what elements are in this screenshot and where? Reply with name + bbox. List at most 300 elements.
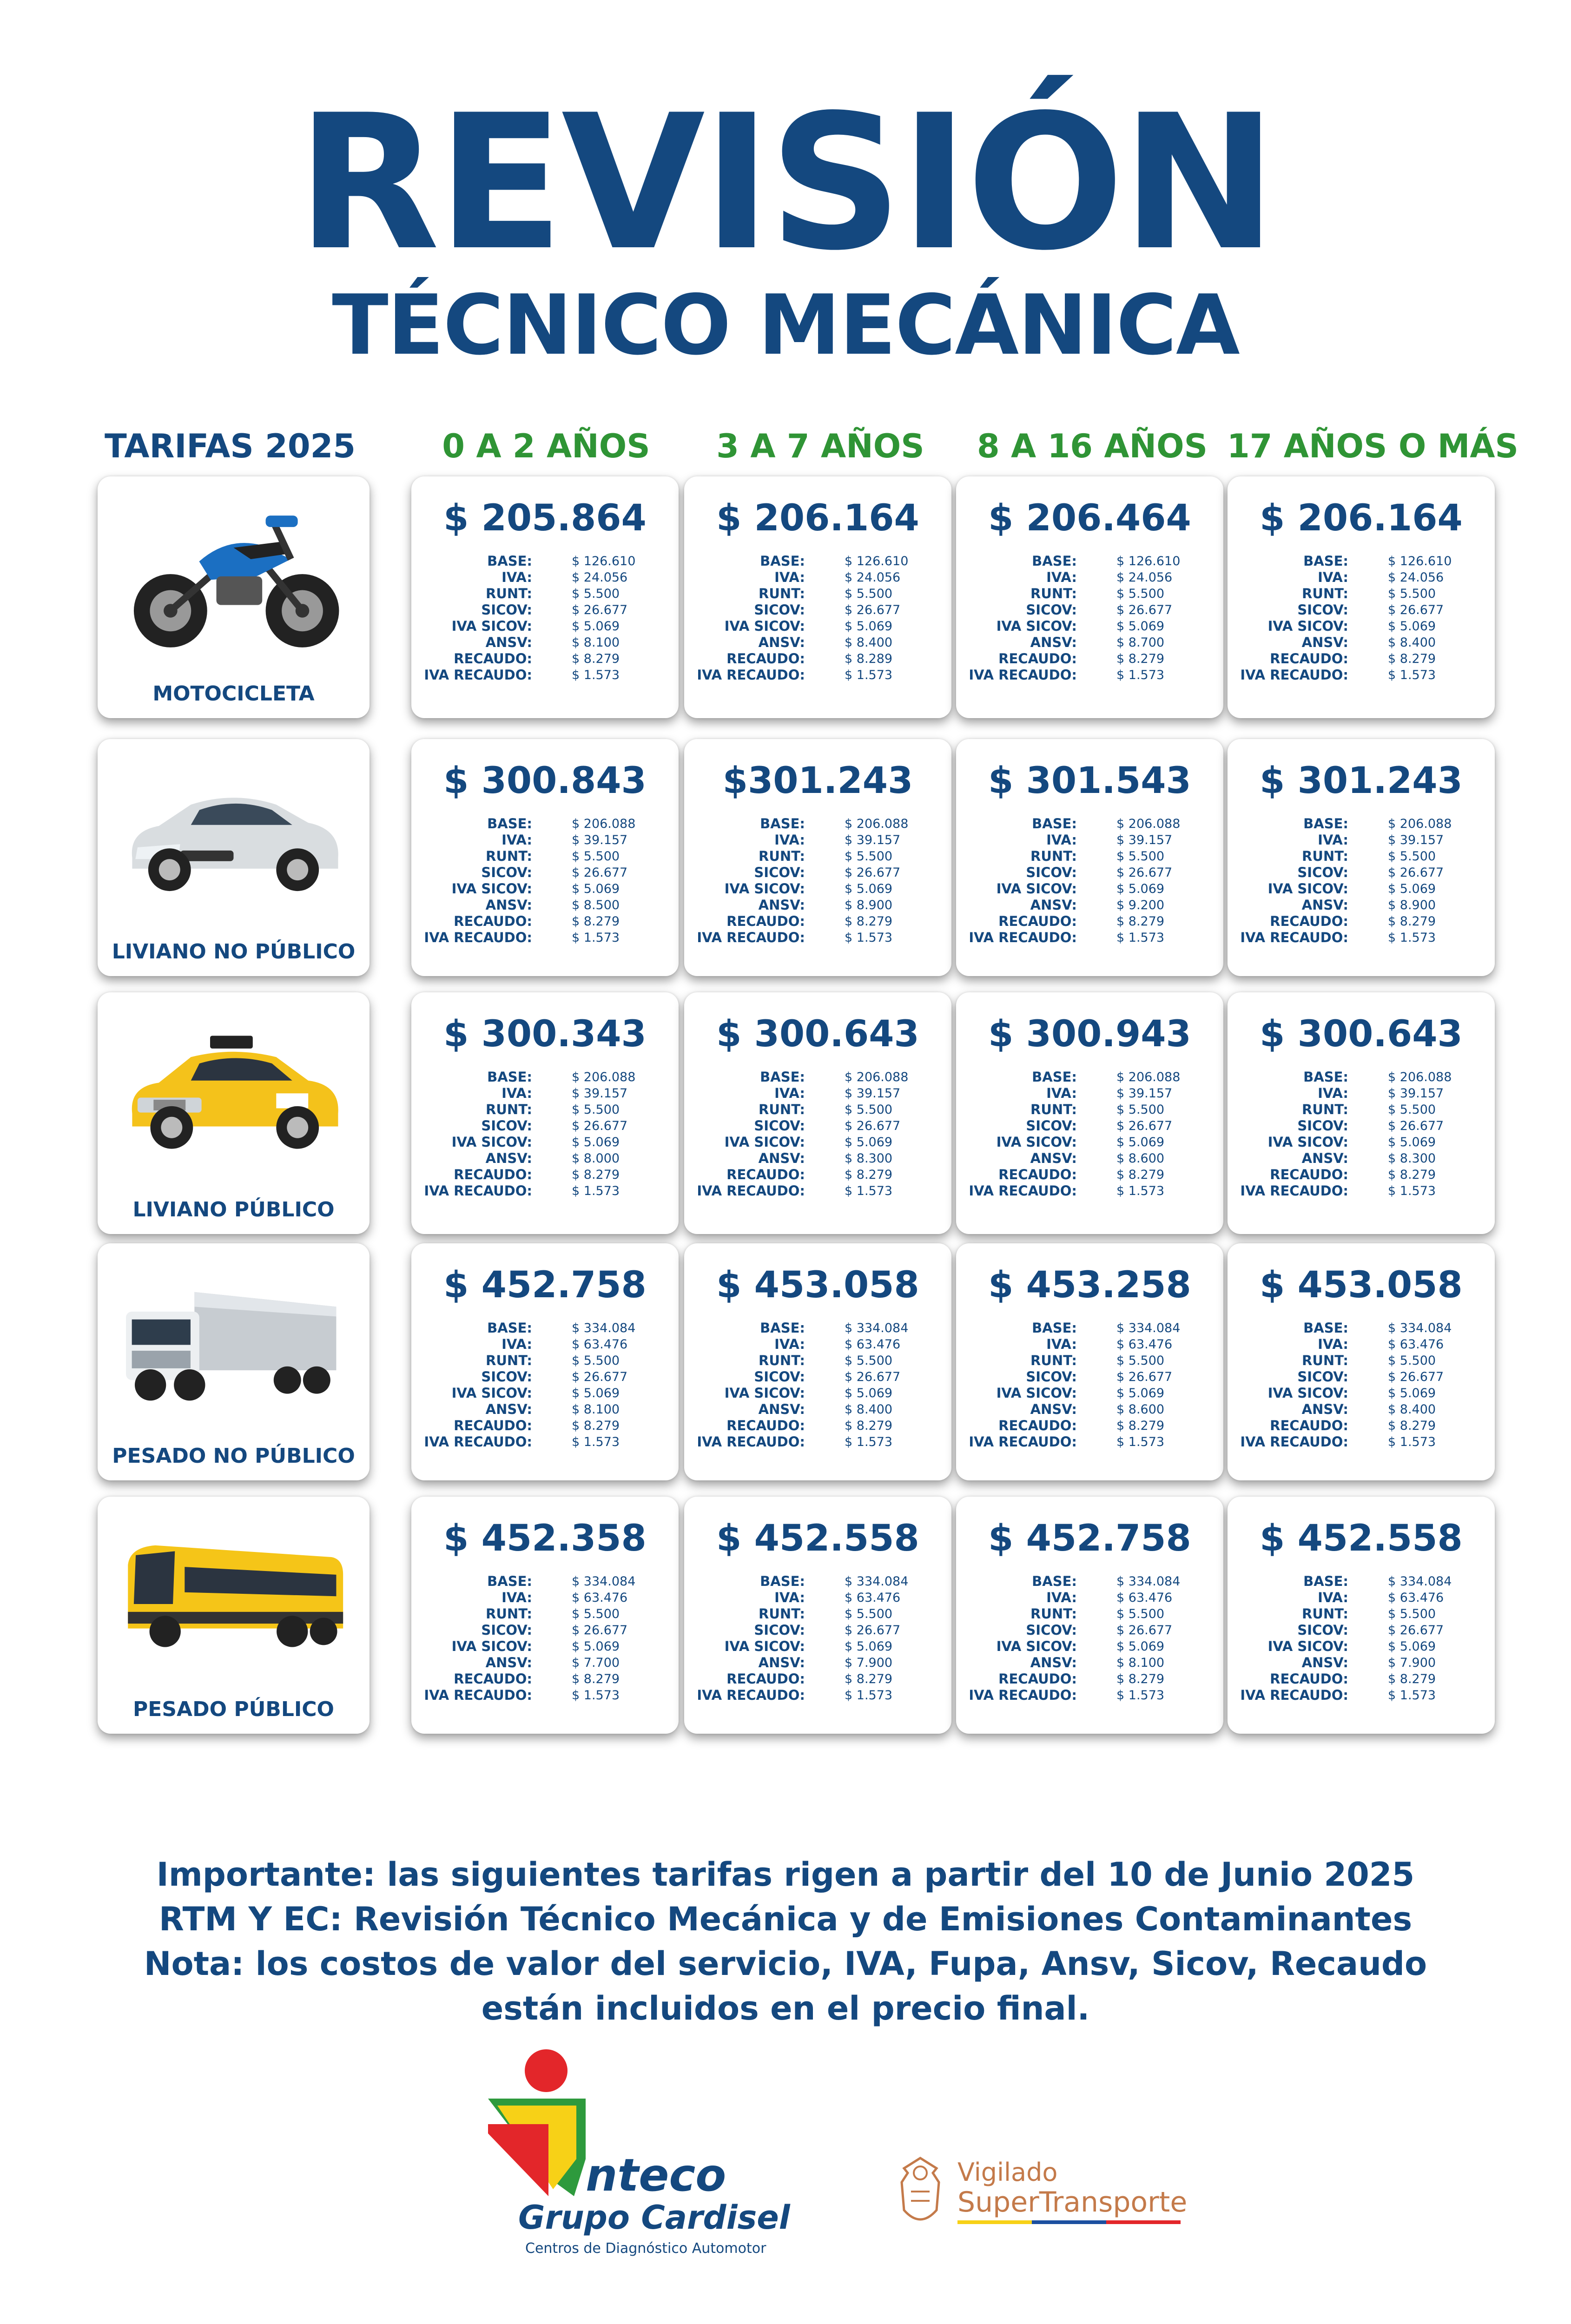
breakdown-label: BASE:	[1303, 1573, 1348, 1589]
breakdown-label: IVA RECAUDO:	[1240, 1183, 1348, 1199]
breakdown-value: $ 5.500	[845, 1607, 893, 1621]
breakdown-value: $ 26.677	[1388, 1119, 1444, 1133]
breakdown-value: $ 5.500	[572, 1607, 620, 1621]
breakdown-label: ANSV:	[758, 1655, 805, 1670]
breakdown-label: ANSV:	[1301, 634, 1348, 650]
breakdown-value: $ 5.500	[845, 1103, 893, 1117]
breakdown-value: $ 1.573	[1388, 668, 1436, 682]
breakdown-label: IVA:	[1318, 1590, 1348, 1605]
header-age-3: 17 AÑOS O MÁS	[1227, 427, 1518, 465]
breakdown-label: BASE:	[1032, 553, 1077, 569]
breakdown-value: $ 24.056	[1116, 570, 1173, 585]
vigilado-supertransporte	[885, 2150, 1220, 2238]
breakdown-value: $ 26.677	[1388, 603, 1444, 617]
breakdown-value: $ 1.573	[845, 1688, 893, 1703]
breakdown-row	[956, 1401, 1223, 1418]
breakdown-label: IVA:	[1046, 832, 1077, 848]
breakdown-label: IVA RECAUDO:	[969, 667, 1077, 683]
price-total: $ 300.843	[443, 760, 647, 802]
breakdown-label: RECAUDO:	[726, 913, 805, 929]
breakdown-row	[411, 634, 679, 651]
breakdown-value: $ 8.900	[1388, 898, 1436, 912]
breakdown-value: $ 63.476	[845, 1337, 901, 1352]
breakdown-value: $ 206.088	[1116, 817, 1181, 831]
breakdown-row	[1228, 1118, 1495, 1134]
breakdown-value: $ 8.279	[1388, 1419, 1436, 1433]
breakdown-row	[411, 569, 679, 586]
breakdown-label: RUNT:	[1302, 586, 1348, 601]
breakdown-label: SICOV:	[754, 1622, 805, 1638]
breakdown-value: $ 5.069	[1388, 619, 1436, 634]
breakdown-label: IVA:	[502, 1336, 532, 1352]
breakdown-value: $ 334.084	[1116, 1321, 1181, 1335]
breakdown-label: IVA SICOV:	[996, 881, 1077, 897]
breakdown-label: ANSV:	[1030, 1401, 1077, 1417]
breakdown-label: ANSV:	[1030, 897, 1077, 913]
breakdown-value: $ 5.069	[1388, 1135, 1436, 1149]
breakdown-value: $ 5.500	[1116, 1353, 1165, 1368]
breakdown-label: IVA SICOV:	[451, 881, 532, 897]
breakdown-label: RECAUDO:	[1270, 913, 1348, 929]
breakdown-label: BASE:	[487, 816, 532, 832]
price-card	[411, 1497, 679, 1734]
breakdown-row	[684, 667, 951, 683]
breakdown-label: IVA:	[774, 569, 805, 585]
breakdown-label: IVA SICOV:	[724, 1385, 805, 1401]
price-breakdown	[956, 1320, 1223, 1450]
breakdown-label: IVA:	[774, 832, 805, 848]
breakdown-label: SICOV:	[1297, 1369, 1348, 1385]
breakdown-row	[684, 634, 951, 651]
breakdown-value: $ 63.476	[1116, 1337, 1173, 1352]
price-breakdown	[684, 553, 951, 683]
price-breakdown	[956, 1573, 1223, 1703]
breakdown-value: $ 63.476	[572, 1337, 628, 1352]
breakdown-label: SICOV:	[754, 1118, 805, 1134]
breakdown-label: ANSV:	[758, 1150, 805, 1166]
breakdown-label: ANSV:	[485, 1401, 532, 1417]
breakdown-label: SICOV:	[754, 602, 805, 618]
breakdown-label: RUNT:	[1030, 1102, 1077, 1117]
price-total: $ 300.943	[988, 1013, 1191, 1055]
breakdown-label: IVA SICOV:	[724, 618, 805, 634]
breakdown-row	[1228, 816, 1495, 832]
breakdown-row	[411, 1102, 679, 1118]
breakdown-row	[956, 1687, 1223, 1703]
breakdown-row	[411, 1320, 679, 1336]
breakdown-row	[411, 1622, 679, 1638]
breakdown-row	[1228, 1655, 1495, 1671]
breakdown-value: $ 26.677	[1388, 865, 1444, 880]
breakdown-label: BASE:	[487, 553, 532, 569]
price-breakdown	[684, 1320, 951, 1450]
breakdown-value: $ 334.084	[1388, 1321, 1452, 1335]
breakdown-value: $ 5.069	[845, 1639, 893, 1654]
price-total: $ 453.058	[1260, 1264, 1463, 1306]
breakdown-row	[1228, 1622, 1495, 1638]
breakdown-label: IVA SICOV:	[1267, 1385, 1348, 1401]
breakdown-label: RECAUDO:	[1270, 651, 1348, 667]
price-breakdown	[684, 1573, 951, 1703]
breakdown-label: SICOV:	[481, 1369, 532, 1385]
note-line-1: Importante: las siguientes tarifas rigen a partir del 10 de Junio 2025	[156, 1855, 1415, 1894]
breakdown-row	[411, 1183, 679, 1199]
breakdown-label: BASE:	[1032, 816, 1077, 832]
breakdown-value: $ 1.573	[572, 1688, 620, 1703]
breakdown-value: $ 8.279	[1116, 652, 1165, 666]
breakdown-value: $ 5.069	[1388, 882, 1436, 896]
vehicle-card-car	[98, 739, 370, 976]
breakdown-row	[684, 897, 951, 913]
breakdown-label: SICOV:	[754, 865, 805, 880]
breakdown-row	[956, 1606, 1223, 1622]
breakdown-label: IVA SICOV:	[1267, 618, 1348, 634]
breakdown-value: $ 5.500	[1116, 1103, 1165, 1117]
breakdown-value: $ 5.500	[1388, 1607, 1436, 1621]
breakdown-value: $ 206.088	[1388, 1070, 1452, 1084]
breakdown-value: $ 5.500	[572, 587, 620, 601]
breakdown-row	[411, 832, 679, 848]
breakdown-value: $ 5.069	[572, 619, 620, 634]
breakdown-label: IVA:	[774, 1085, 805, 1101]
breakdown-value: $ 1.573	[845, 931, 893, 945]
breakdown-row	[1228, 1590, 1495, 1606]
logo-group: Grupo Cardisel	[518, 2199, 790, 2237]
price-total: $ 452.558	[716, 1518, 919, 1559]
breakdown-row	[1228, 1150, 1495, 1167]
breakdown-row	[684, 1573, 951, 1590]
breakdown-value: $ 8.400	[845, 635, 893, 650]
breakdown-label: ANSV:	[485, 1150, 532, 1166]
price-card	[956, 739, 1223, 976]
breakdown-label: IVA SICOV:	[451, 1134, 532, 1150]
price-breakdown	[411, 1573, 679, 1703]
breakdown-value: $ 8.279	[1388, 652, 1436, 666]
breakdown-value: $ 5.500	[572, 1353, 620, 1368]
breakdown-row	[1228, 1418, 1495, 1434]
breakdown-row	[1228, 881, 1495, 897]
breakdown-value: $ 1.573	[845, 1435, 893, 1449]
breakdown-row	[1228, 1183, 1495, 1199]
breakdown-row	[684, 930, 951, 946]
breakdown-value: $ 5.500	[1116, 1607, 1165, 1621]
breakdown-value: $ 206.088	[572, 817, 636, 831]
breakdown-label: RUNT:	[1302, 1102, 1348, 1117]
breakdown-row	[411, 1385, 679, 1401]
breakdown-value: $ 63.476	[1388, 1337, 1444, 1352]
price-total: $ 301.543	[988, 760, 1191, 802]
breakdown-row	[684, 1069, 951, 1085]
breakdown-value: $ 126.610	[845, 554, 909, 568]
car-icon	[116, 753, 351, 920]
breakdown-value: $ 5.500	[1388, 1103, 1436, 1117]
breakdown-label: IVA SICOV:	[724, 881, 805, 897]
breakdown-value: $ 39.157	[1116, 1086, 1173, 1101]
price-card	[411, 992, 679, 1234]
breakdown-label: IVA:	[1318, 1085, 1348, 1101]
price-breakdown	[684, 1069, 951, 1199]
breakdown-label: RUNT:	[1302, 1606, 1348, 1622]
price-breakdown	[956, 816, 1223, 946]
breakdown-value: $ 1.573	[1388, 1435, 1436, 1449]
breakdown-row	[684, 1687, 951, 1703]
breakdown-label: ANSV:	[1030, 1655, 1077, 1670]
price-card	[684, 1497, 951, 1734]
price-total: $ 452.558	[1260, 1518, 1463, 1559]
breakdown-value: $ 39.157	[572, 833, 628, 847]
breakdown-label: BASE:	[1032, 1320, 1077, 1336]
breakdown-row	[1228, 553, 1495, 569]
breakdown-value: $ 39.157	[572, 1086, 628, 1101]
breakdown-label: IVA:	[1318, 832, 1348, 848]
breakdown-value: $ 1.573	[845, 668, 893, 682]
breakdown-row	[1228, 1069, 1495, 1085]
breakdown-value: $ 8.500	[572, 898, 620, 912]
breakdown-value: $ 1.573	[1116, 1184, 1165, 1198]
breakdown-value: $ 5.069	[572, 882, 620, 896]
breakdown-label: BASE:	[487, 1573, 532, 1589]
breakdown-label: RUNT:	[486, 1606, 532, 1622]
breakdown-value: $ 5.069	[845, 882, 893, 896]
breakdown-label: IVA SICOV:	[451, 1638, 532, 1654]
breakdown-value: $ 8.279	[572, 1168, 620, 1182]
breakdown-row	[684, 1655, 951, 1671]
breakdown-row	[411, 1606, 679, 1622]
breakdown-row	[684, 881, 951, 897]
breakdown-row	[1228, 634, 1495, 651]
breakdown-row	[411, 1687, 679, 1703]
breakdown-label: RUNT:	[486, 586, 532, 601]
breakdown-value: $ 5.069	[1116, 1135, 1165, 1149]
breakdown-label: BASE:	[760, 1069, 805, 1085]
breakdown-row	[956, 1434, 1223, 1450]
price-total: $ 205.864	[443, 497, 647, 539]
breakdown-value: $ 63.476	[845, 1591, 901, 1605]
breakdown-row	[956, 897, 1223, 913]
breakdown-value: $ 8.279	[572, 1419, 620, 1433]
breakdown-row	[684, 1134, 951, 1150]
breakdown-label: ANSV:	[485, 1655, 532, 1670]
breakdown-value: $ 1.573	[572, 668, 620, 682]
breakdown-value: $ 1.573	[1388, 931, 1436, 945]
breakdown-value: $ 1.573	[572, 1435, 620, 1449]
breakdown-row	[956, 1069, 1223, 1085]
breakdown-value: $ 5.069	[1116, 882, 1165, 896]
breakdown-value: $ 8.279	[572, 1672, 620, 1686]
breakdown-label: IVA RECAUDO:	[697, 667, 805, 683]
breakdown-label: SICOV:	[1297, 1622, 1348, 1638]
vigilado-text: Vigilado	[957, 2158, 1058, 2187]
breakdown-value: $ 8.900	[845, 898, 893, 912]
breakdown-row	[684, 586, 951, 602]
breakdown-label: RECAUDO:	[998, 1671, 1077, 1687]
price-total: $ 452.358	[443, 1518, 647, 1559]
breakdown-value: $ 8.100	[572, 635, 620, 650]
price-card	[1228, 992, 1495, 1234]
price-card	[1228, 476, 1495, 718]
logo-dot	[525, 2049, 568, 2092]
title-tecnico-mecanica: TÉCNICO MECÁNICA	[332, 277, 1239, 373]
breakdown-label: ANSV:	[1301, 1401, 1348, 1417]
breakdown-label: SICOV:	[1026, 1622, 1077, 1638]
vehicle-card-taxi	[98, 992, 370, 1234]
vehicle-name: LIVIANO NO PÚBLICO	[112, 940, 356, 964]
breakdown-row	[956, 1320, 1223, 1336]
breakdown-row	[1228, 1085, 1495, 1102]
breakdown-label: SICOV:	[1297, 602, 1348, 618]
breakdown-label: IVA RECAUDO:	[424, 1687, 532, 1703]
breakdown-value: $ 206.088	[1388, 817, 1452, 831]
breakdown-row	[684, 1434, 951, 1450]
price-breakdown	[684, 816, 951, 946]
price-card	[1228, 739, 1495, 976]
breakdown-row	[411, 1590, 679, 1606]
breakdown-value: $ 7.900	[845, 1656, 893, 1670]
taxi-icon	[116, 1006, 351, 1178]
price-breakdown	[956, 1069, 1223, 1199]
breakdown-row	[1228, 1687, 1495, 1703]
breakdown-value: $ 5.500	[845, 587, 893, 601]
header-age-1: 3 A 7 AÑOS	[716, 427, 924, 465]
breakdown-label: SICOV:	[1026, 865, 1077, 880]
breakdown-row	[1228, 1401, 1495, 1418]
breakdown-value: $ 334.084	[572, 1321, 636, 1335]
breakdown-value: $ 26.677	[845, 1623, 901, 1637]
breakdown-row	[684, 1418, 951, 1434]
breakdown-label: BASE:	[760, 553, 805, 569]
breakdown-row	[956, 930, 1223, 946]
breakdown-label: IVA:	[1046, 1336, 1077, 1352]
breakdown-value: $ 126.610	[1388, 554, 1452, 568]
breakdown-row	[956, 865, 1223, 881]
breakdown-row	[684, 1336, 951, 1353]
breakdown-value: $ 8.279	[845, 1419, 893, 1433]
breakdown-row	[956, 881, 1223, 897]
breakdown-value: $ 8.279	[572, 652, 620, 666]
breakdown-label: SICOV:	[754, 1369, 805, 1385]
breakdown-row	[411, 1369, 679, 1385]
breakdown-row	[684, 569, 951, 586]
breakdown-row	[1228, 848, 1495, 865]
price-breakdown	[411, 816, 679, 946]
note-line-4: están incluidos en el precio final.	[481, 1989, 1090, 2027]
truck-icon	[116, 1257, 351, 1425]
breakdown-label: RUNT:	[759, 1353, 805, 1368]
breakdown-row	[1228, 1671, 1495, 1687]
breakdown-value: $ 24.056	[845, 570, 901, 585]
price-breakdown	[411, 1069, 679, 1199]
header-tarifas: TARIFAS 2025	[104, 427, 356, 465]
breakdown-row	[684, 1638, 951, 1655]
important-note	[0, 1852, 1571, 2031]
breakdown-label: IVA SICOV:	[1267, 881, 1348, 897]
breakdown-row	[411, 913, 679, 930]
breakdown-label: IVA RECAUDO:	[424, 1183, 532, 1199]
breakdown-label: IVA:	[1046, 569, 1077, 585]
breakdown-value: $ 5.500	[1116, 849, 1165, 864]
breakdown-row	[411, 1401, 679, 1418]
breakdown-value: $ 26.677	[845, 865, 901, 880]
price-breakdown	[411, 1320, 679, 1450]
breakdown-row	[956, 634, 1223, 651]
breakdown-label: IVA:	[502, 832, 532, 848]
breakdown-row	[684, 1622, 951, 1638]
breakdown-value: $ 26.677	[572, 1623, 628, 1637]
breakdown-value: $ 126.610	[1116, 554, 1181, 568]
breakdown-row	[956, 816, 1223, 832]
note-line-3: Nota: los costos de valor del servicio, IVA, Fupa, Ansv, Sicov, Recaudo	[144, 1945, 1427, 1983]
price-total: $ 206.464	[988, 497, 1191, 539]
breakdown-value: $ 5.069	[572, 1639, 620, 1654]
breakdown-row	[956, 1102, 1223, 1118]
breakdown-row	[1228, 1638, 1495, 1655]
breakdown-value: $ 5.069	[572, 1135, 620, 1149]
breakdown-label: IVA SICOV:	[451, 1385, 532, 1401]
breakdown-label: RECAUDO:	[1270, 1671, 1348, 1687]
price-card	[956, 476, 1223, 718]
breakdown-value: $ 1.573	[845, 1184, 893, 1198]
breakdown-row	[684, 1369, 951, 1385]
breakdown-label: IVA:	[502, 1590, 532, 1605]
breakdown-label: ANSV:	[1030, 1150, 1077, 1166]
note-line-2: RTM Y EC: Revisión Técnico Mecánica y de Emisiones Contaminantes	[158, 1900, 1413, 1938]
breakdown-value: $ 5.500	[845, 1353, 893, 1368]
breakdown-value: $ 26.677	[1116, 603, 1173, 617]
breakdown-value: $ 8.279	[1116, 1168, 1165, 1182]
breakdown-label: IVA SICOV:	[724, 1134, 805, 1150]
breakdown-label: RECAUDO:	[726, 651, 805, 667]
breakdown-label: RECAUDO:	[726, 1671, 805, 1687]
breakdown-value: $ 5.500	[1388, 1353, 1436, 1368]
breakdown-label: IVA RECAUDO:	[969, 1183, 1077, 1199]
price-breakdown	[1228, 1573, 1495, 1703]
breakdown-value: $ 8.279	[845, 1168, 893, 1182]
breakdown-label: BASE:	[1303, 553, 1348, 569]
breakdown-label: BASE:	[1032, 1573, 1077, 1589]
breakdown-row	[411, 667, 679, 683]
breakdown-row	[956, 832, 1223, 848]
price-total: $ 301.243	[1260, 760, 1463, 802]
breakdown-value: $ 39.157	[1116, 833, 1173, 847]
breakdown-value: $ 26.677	[1116, 865, 1173, 880]
breakdown-label: RUNT:	[1030, 848, 1077, 864]
breakdown-value: $ 5.069	[845, 1386, 893, 1400]
breakdown-row	[411, 651, 679, 667]
price-total: $ 453.258	[988, 1264, 1191, 1306]
breakdown-row	[956, 1183, 1223, 1199]
breakdown-row	[411, 602, 679, 618]
breakdown-row	[956, 586, 1223, 602]
breakdown-value: $ 8.279	[845, 1672, 893, 1686]
breakdown-row	[684, 816, 951, 832]
breakdown-row	[1228, 602, 1495, 618]
breakdown-row	[1228, 1320, 1495, 1336]
breakdown-label: ANSV:	[485, 634, 532, 650]
breakdown-row	[956, 913, 1223, 930]
vehicle-card-motorcycle	[98, 476, 370, 718]
breakdown-value: $ 5.500	[1116, 587, 1165, 601]
breakdown-value: $ 8.600	[1116, 1402, 1165, 1417]
breakdown-value: $ 5.069	[1388, 1639, 1436, 1654]
breakdown-label: RECAUDO:	[454, 1167, 532, 1182]
breakdown-row	[684, 1118, 951, 1134]
breakdown-row	[1228, 1102, 1495, 1118]
breakdown-value: $ 1.573	[1116, 1688, 1165, 1703]
logo-brand: nteco	[586, 2149, 726, 2201]
breakdown-value: $ 8.400	[845, 1402, 893, 1417]
breakdown-label: IVA:	[1046, 1590, 1077, 1605]
breakdown-value: $ 9.200	[1116, 898, 1165, 912]
